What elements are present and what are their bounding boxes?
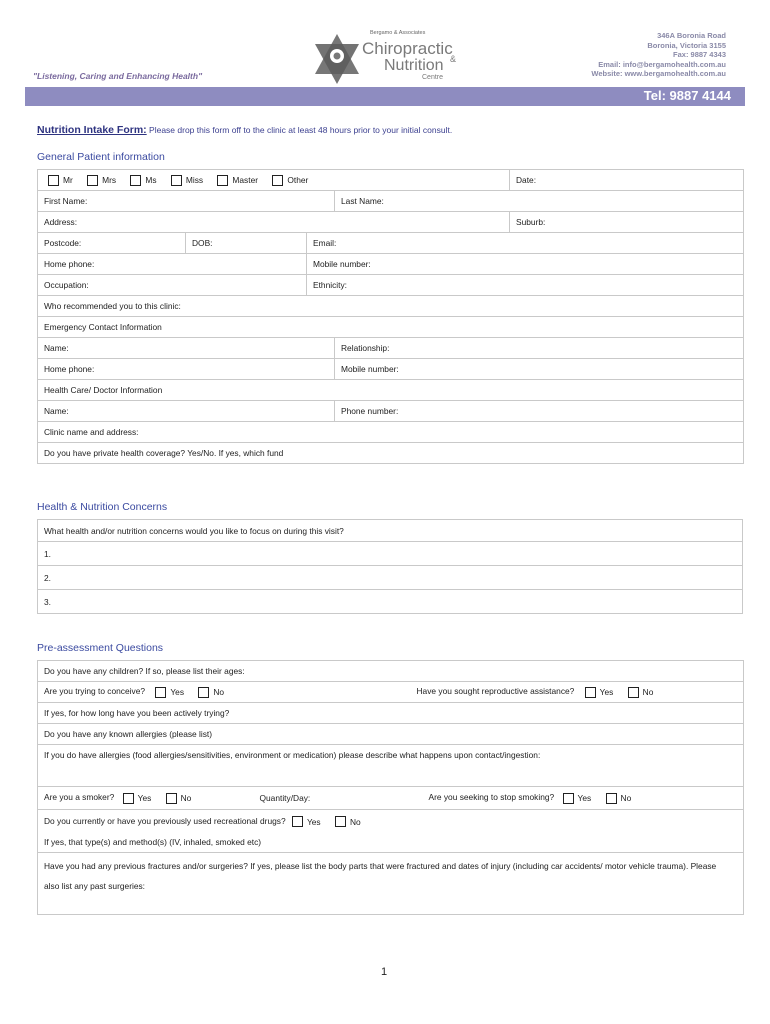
address-field[interactable]: Address: xyxy=(38,212,510,233)
doctor-name-field[interactable]: Name: xyxy=(38,401,335,422)
label-other: Other xyxy=(287,175,309,186)
last-name-field[interactable]: Last Name: xyxy=(335,191,744,212)
smoker-label: Are you a smoker? xyxy=(44,792,115,803)
checkbox-repro-no[interactable] xyxy=(628,687,639,698)
reproductive-label: Have you sought reproductive assistance? xyxy=(416,686,575,697)
checkbox-stop-no[interactable] xyxy=(606,793,617,804)
allergies-question[interactable]: Do you have any known allergies (please list) xyxy=(38,724,744,745)
checkbox-master[interactable] xyxy=(217,175,228,186)
drugs-label: Do you currently or have you previously used recreational drugs? xyxy=(44,816,286,826)
clinic-address xyxy=(591,31,726,79)
label-miss: Miss xyxy=(185,175,204,186)
checkbox-stop-yes[interactable] xyxy=(563,793,574,804)
conceive-question xyxy=(38,682,417,703)
label-yes: Yes xyxy=(577,793,592,804)
section-heading-concerns: Health & Nutrition Concerns xyxy=(37,501,168,513)
date-field[interactable]: Date: xyxy=(510,170,744,191)
concern-item-2[interactable]: 2. xyxy=(38,566,743,590)
allergy-reaction-question[interactable]: If you do have allergies (food allergies/sensitivities, environment or medication) please describe what happens upon contact/ingestion: xyxy=(38,745,744,787)
clinic-address-field[interactable]: Clinic name and address: xyxy=(38,422,744,443)
emergency-mobile-field[interactable]: Mobile number: xyxy=(335,359,744,380)
logo-centre-text: Centre xyxy=(422,74,444,81)
trying-duration-question[interactable]: If yes, for how long have you been actively trying? xyxy=(38,703,744,724)
doctor-phone-field[interactable]: Phone number: xyxy=(335,401,744,422)
label-no: No xyxy=(620,793,632,804)
checkbox-miss[interactable] xyxy=(171,175,182,186)
postcode-field[interactable]: Postcode: xyxy=(38,233,186,254)
label-master: Master xyxy=(232,175,259,186)
checkbox-repro-yes[interactable] xyxy=(585,687,596,698)
logo-ampersand: & xyxy=(450,54,457,64)
concerns-question: What health and/or nutrition concerns would you like to focus on during this visit? xyxy=(38,520,743,542)
recommended-by-field[interactable]: Who recommended you to this clinic: xyxy=(38,296,744,317)
checkbox-mrs[interactable] xyxy=(87,175,98,186)
conceive-label: Are you trying to conceive? xyxy=(44,686,146,697)
doctor-info-heading: Health Care/ Doctor Information xyxy=(38,380,744,401)
section-heading-general: General Patient information xyxy=(37,151,165,163)
checkbox-conceive-no[interactable] xyxy=(198,687,209,698)
form-intro xyxy=(37,124,452,136)
reproductive-question xyxy=(417,682,744,703)
label-yes: Yes xyxy=(599,687,614,698)
checkbox-drugs-yes[interactable] xyxy=(292,816,303,827)
label-ms: Ms xyxy=(145,175,157,186)
label-no: No xyxy=(349,816,361,827)
logo-chiropractic-text: Chiropractic xyxy=(362,39,453,58)
occupation-field[interactable]: Occupation: xyxy=(38,275,307,296)
children-question[interactable]: Do you have any children? If so, please list their ages: xyxy=(38,661,744,682)
drug-type-question[interactable]: If yes, that type(s) and method(s) (IV, inhaled, smoked etc) xyxy=(44,836,262,847)
page-number: 1 xyxy=(381,966,388,978)
concerns-table xyxy=(37,519,743,614)
header-banner xyxy=(25,87,745,106)
address-line: Boronia, Victoria 3155 xyxy=(647,40,726,50)
smoker-question xyxy=(38,787,254,810)
logo-assoc-text: Bergamo & Associates xyxy=(370,30,426,36)
logo-nutrition-text: Nutrition xyxy=(384,57,444,74)
section-heading-pre-assessment: Pre-assessment Questions xyxy=(37,642,164,654)
dob-field[interactable]: DOB: xyxy=(186,233,307,254)
form-title: Nutrition Intake Form: xyxy=(37,124,147,136)
checkbox-mr[interactable] xyxy=(48,175,59,186)
label-mrs: Mrs xyxy=(102,175,117,186)
general-info-table xyxy=(37,169,744,464)
label-mr: Mr xyxy=(63,175,73,186)
label-yes: Yes xyxy=(170,687,185,698)
health-coverage-field[interactable]: Do you have private health coverage? Yes/No. If yes, which fund xyxy=(38,443,744,464)
pre-assessment-table xyxy=(37,660,744,915)
checkbox-other[interactable] xyxy=(272,175,283,186)
address-line: 346A Boronia Road xyxy=(657,31,726,40)
email-field[interactable]: Email: xyxy=(307,233,744,254)
mobile-number-field[interactable]: Mobile number: xyxy=(307,254,744,275)
emergency-home-phone-field[interactable]: Home phone: xyxy=(38,359,335,380)
checkbox-smoker-yes[interactable] xyxy=(123,793,134,804)
checkbox-drugs-no[interactable] xyxy=(335,816,346,827)
relationship-field[interactable]: Relationship: xyxy=(335,338,744,359)
checkbox-smoker-no[interactable] xyxy=(166,793,177,804)
suburb-field[interactable]: Suburb: xyxy=(510,212,744,233)
home-phone-field[interactable]: Home phone: xyxy=(38,254,307,275)
checkbox-ms[interactable] xyxy=(130,175,141,186)
recreational-drugs-question xyxy=(38,810,744,853)
clinic-logo xyxy=(312,30,462,88)
ethnicity-field[interactable]: Ethnicity: xyxy=(307,275,744,296)
stop-smoking-label: Are you seeking to stop smoking? xyxy=(428,792,555,803)
website-line: Website: www.bergamohealth.com.au xyxy=(591,69,726,78)
title-options xyxy=(38,170,510,191)
label-yes: Yes xyxy=(306,816,321,827)
emergency-name-field[interactable]: Name: xyxy=(38,338,335,359)
telephone: Tel: 9887 4144 xyxy=(643,88,731,103)
quantity-per-day-field[interactable]: Quantity/Day: xyxy=(254,787,417,810)
concern-item-1[interactable]: 1. xyxy=(38,542,743,566)
fractures-surgeries-question[interactable]: Have you had any previous fractures and/or surgeries? If yes, please list the body parts that were fractured and dates of injury (including car accidents/ motor vehicle trauma). Please also list any past surgeries: xyxy=(38,853,744,915)
emergency-contact-heading: Emergency Contact Information xyxy=(38,317,744,338)
concern-item-3[interactable]: 3. xyxy=(38,590,743,614)
tagline: "Listening, Caring and Enhancing Health" xyxy=(33,71,203,81)
email-line: Email: info@bergamohealth.com.au xyxy=(598,59,726,69)
checkbox-conceive-yes[interactable] xyxy=(155,687,166,698)
label-no: No xyxy=(642,687,654,698)
label-no: No xyxy=(180,793,192,804)
logo-emblem-icon xyxy=(312,30,362,88)
label-no: No xyxy=(213,687,225,698)
label-yes: Yes xyxy=(137,793,152,804)
first-name-field[interactable]: First Name: xyxy=(38,191,335,212)
form-instructions: Please drop this form off to the clinic at least 48 hours prior to your initial consult. xyxy=(146,125,453,135)
stop-smoking-question xyxy=(417,787,744,810)
fax-line: Fax: 9887 4343 xyxy=(673,50,726,59)
